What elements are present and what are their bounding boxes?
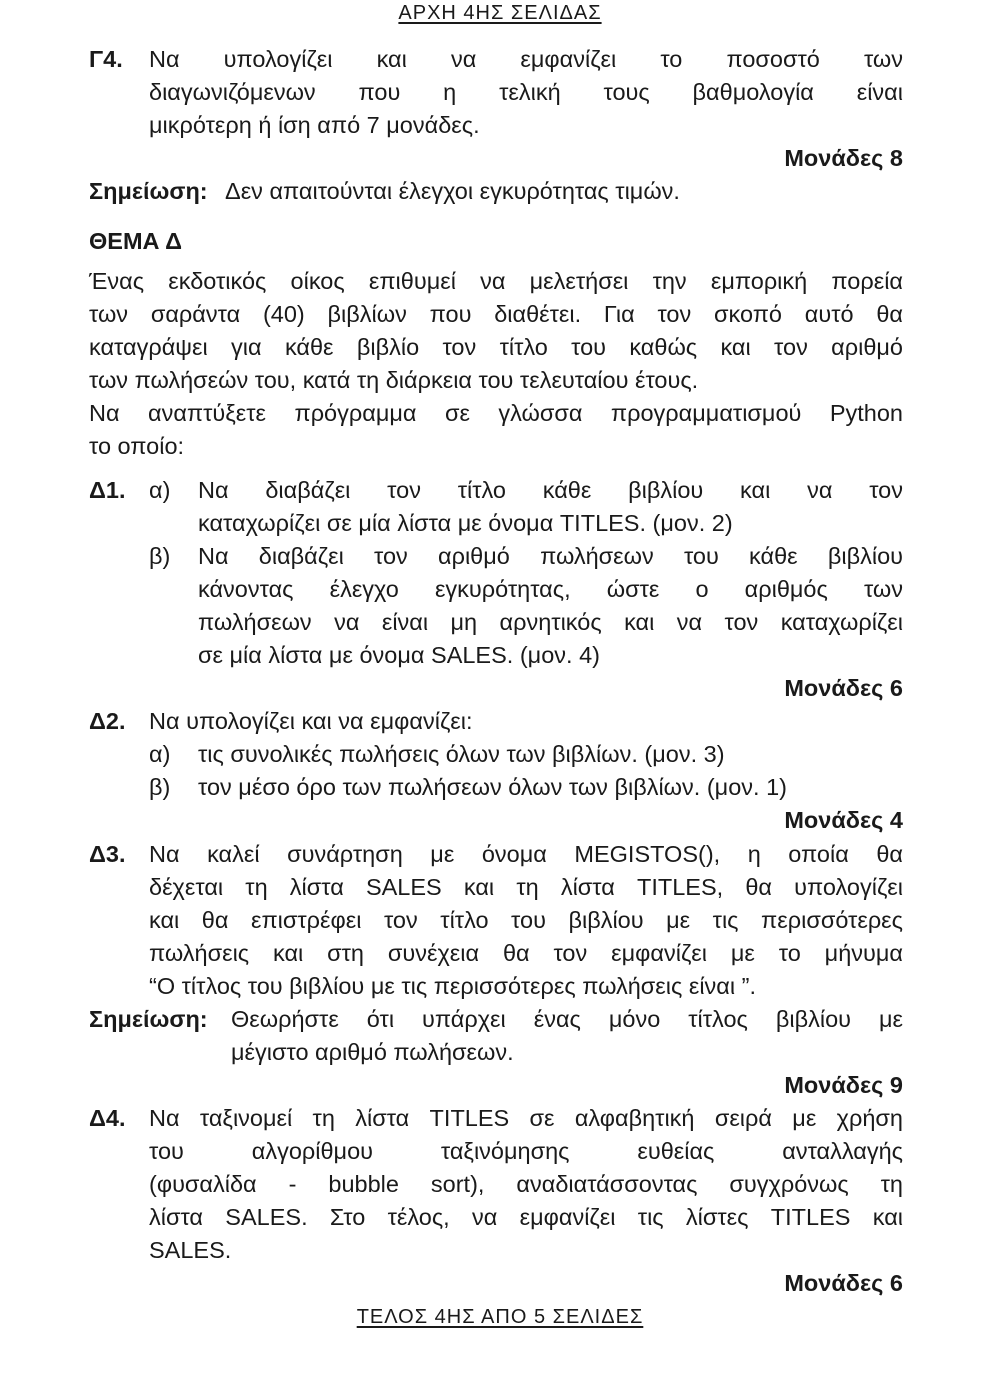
- d2-b-text: τον μέσο όρο των πωλήσεων όλων των βιβλίων. (μον. 1): [198, 774, 787, 800]
- question-label-d4: Δ4.: [89, 1105, 126, 1131]
- intro-line-5: Να αναπτύξετε πρόγραμμα σε γλώσσα προγραμματισμού Python: [89, 400, 903, 426]
- d4-line-1: Να ταξινομεί τη λίστα TITLES σε αλφαβητική σειρά με χρήση: [149, 1105, 903, 1131]
- d1-a-line-1: Να διαβάζει τον τίτλο κάθε βιβλίου και να τον: [198, 477, 903, 503]
- question-label-d2: Δ2.: [89, 708, 126, 734]
- intro-line-4: των πωλήσεών του, κατά τη διάρκεια του τελευταίου έτους.: [89, 367, 699, 393]
- d3-line-5: “Ο τίτλος του βιβλίου με τις περισσότερες πωλήσεις είναι ”.: [149, 973, 756, 999]
- d3-line-4: πωλήσεις και στη συνέχεια θα τον εμφανίζει με το μήνυμα: [149, 940, 903, 966]
- question-label-d1: Δ1.: [89, 477, 126, 503]
- d3-line-2: δέχεται τη λίστα SALES και τη λίστα TITLES, θα υπολογίζει: [149, 874, 903, 900]
- d1-b-line-3: πωλήσεων να είναι μη αρνητικός και να τον καταχωρίζει: [198, 609, 903, 635]
- section-title: ΘΕΜΑ Δ: [89, 228, 183, 254]
- g4-marks: Μονάδες 8: [784, 145, 903, 171]
- d1-a-marker: α): [149, 477, 171, 503]
- question-label-d3: Δ3.: [89, 841, 126, 867]
- d3-note-label: Σημείωση:: [89, 1006, 208, 1032]
- d2-text: Να υπολογίζει και να εμφανίζει:: [149, 708, 473, 734]
- intro-line-2: των σαράντα (40) βιβλίων που διαθέτει. Για τον σκοπό αυτό θα: [89, 301, 903, 327]
- d3-note-line-2: μέγιστο αριθμό πωλήσεων.: [231, 1039, 514, 1065]
- note-text: Δεν απαιτούνται έλεγχοι εγκυρότητας τιμών.: [225, 178, 680, 204]
- d1-marks: Μονάδες 6: [784, 675, 903, 701]
- d4-line-2: του αλγορίθμου ταξινόμησης ευθείας ανταλλαγής: [149, 1138, 903, 1164]
- g4-line-3: μικρότερη ή ίση από 7 μονάδες.: [149, 112, 480, 138]
- intro-line-1: Ένας εκδοτικός οίκος επιθυμεί να μελετήσει την εμπορική πορεία: [89, 268, 903, 294]
- d3-note-line-1: Θεωρήστε ότι υπάρχει ένας μόνο τίτλος βιβλίου με: [231, 1006, 903, 1032]
- g4-line-2: διαγωνιζόμενων που η τελική τους βαθμολογία είναι: [149, 79, 903, 105]
- d2-a-text: τις συνολικές πωλήσεις όλων των βιβλίων. (μον. 3): [198, 741, 725, 767]
- page-header: ΑΡΧΗ 4ΗΣ ΣΕΛΙΔΑΣ: [398, 2, 602, 24]
- d2-a-marker: α): [149, 741, 171, 767]
- intro-line-3: καταγράψει για κάθε βιβλίο τον τίτλο του καθώς και τον αριθμό: [89, 334, 903, 360]
- d1-b-line-4: σε μία λίστα με όνομα SALES. (μον. 4): [198, 642, 600, 668]
- d4-line-4: λίστα SALES. Στο τέλος, να εμφανίζει τις λίστες TITLES και: [149, 1204, 903, 1230]
- d3-line-3: και θα επιστρέφει τον τίτλο του βιβλίου με τις περισσότερες: [149, 907, 903, 933]
- page-footer: ΤΕΛΟΣ 4ΗΣ ΑΠΟ 5 ΣΕΛΙΔΕΣ: [356, 1306, 644, 1328]
- d2-b-marker: β): [149, 774, 171, 800]
- intro-line-6: το οποίο:: [89, 433, 185, 459]
- d4-line-3: (φυσαλίδα - bubble sort), αναδιατάσσοντας συγχρόνως τη: [149, 1171, 903, 1197]
- d1-a-line-2: καταχωρίζει σε μία λίστα με όνομα TITLES. (μον. 2): [198, 510, 733, 536]
- d1-b-line-1: Να διαβάζει τον αριθμό πωλήσεων του κάθε βιβλίου: [198, 543, 903, 569]
- d1-b-marker: β): [149, 543, 171, 569]
- d4-line-5: SALES.: [149, 1237, 232, 1263]
- question-label-g4: Γ4.: [89, 46, 123, 72]
- d3-marks: Μονάδες 9: [784, 1072, 903, 1098]
- note-label: Σημείωση:: [89, 178, 208, 204]
- d2-marks: Μονάδες 4: [784, 807, 903, 833]
- d4-marks: Μονάδες 6: [784, 1270, 903, 1296]
- g4-line-1: Να υπολογίζει και να εμφανίζει το ποσοστό των: [149, 46, 903, 72]
- d1-b-line-2: κάνοντας έλεγχο εγκυρότητας, ώστε ο αριθμός των: [198, 576, 903, 602]
- d3-line-1: Να καλεί συνάρτηση με όνομα MEGISTOS(), η οποία θα: [149, 841, 903, 867]
